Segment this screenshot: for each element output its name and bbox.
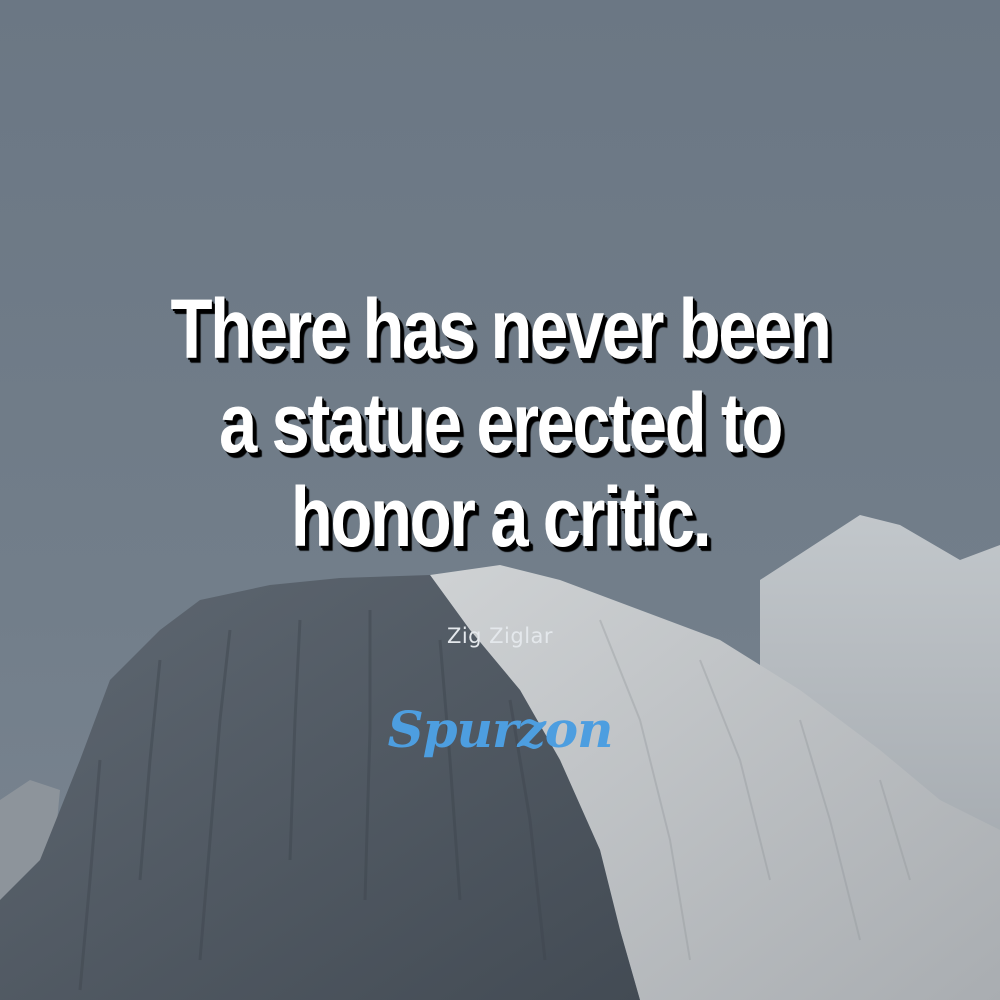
brand-logo: Spurzon — [387, 700, 613, 759]
quote-text — [131, 282, 869, 564]
quote-author: Zig Ziglar — [446, 624, 554, 648]
quote-line-3: honor a critic. — [290, 470, 710, 564]
quote-line-2: a statue erected to — [219, 376, 781, 470]
quote-line-1: There has never been — [170, 282, 830, 376]
